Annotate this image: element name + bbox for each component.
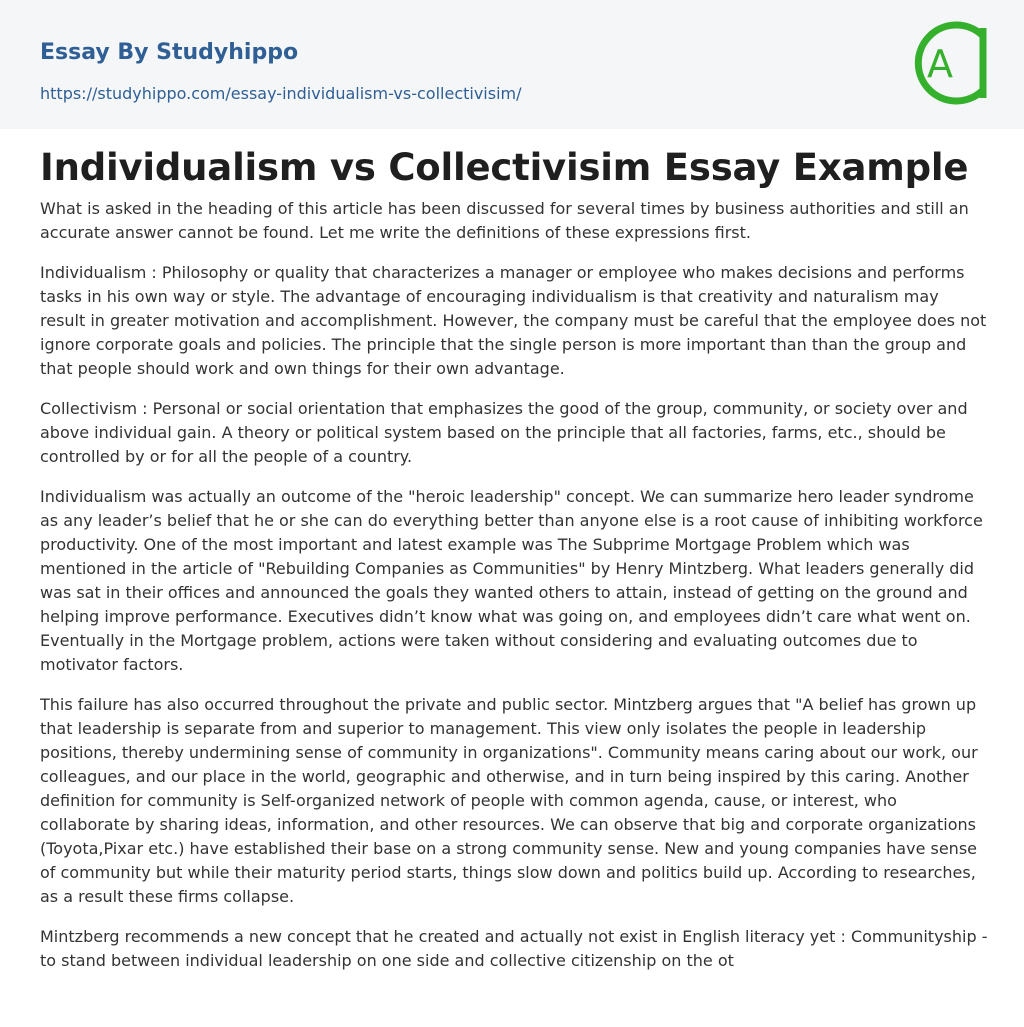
logo-letter: A	[927, 42, 953, 86]
site-header	[0, 0, 1024, 129]
article-title: Individualism vs Collectivisim Essay Example	[40, 146, 969, 189]
article-paragraph: Mintzberg recommends a new concept that he created and actually not exist in English literacy yet : Communityship - to stand between individual leadership on one side and collective citizenship on the ot	[40, 927, 988, 970]
article-paragraph: What is asked in the heading of this article has been discussed for several times by business authorities and still an accurate answer cannot be found. Let me write the definitions of these expressions first.	[40, 199, 969, 242]
article-paragraph: Individualism was actually an outcome of the "heroic leadership" concept. We can summarize hero leader syndrome as any leader’s belief that he or she can do everything better than anyone else is a root cause of inhibiting workforce productivity. One of the most important and latest example was The Subprime Mortgage Problem which was mentioned in the article of "Rebuilding Companies as Communities" by Henry Mintzberg. What leaders generally did was sat in their offices and announced the goals they wanted others to attain, instead of getting on the ground and helping improve performance. Executives didn’t know what was going on, and employees didn’t care what went on. Eventually in the Mortgage problem, actions were taken without considering and evaluating outcomes due to motivator factors.	[40, 487, 983, 674]
circle-a-logo-icon[interactable]	[910, 18, 990, 108]
article-paragraph: This failure has also occurred throughout the private and public sector. Mintzberg argues that "A belief has grown up that leadership is separate from and superior to management. This view only isolates the people in leadership positions, thereby undermining sense of community in organizations". Community means caring about our work, our colleagues, and our place in the world, geographic and otherwise, and in turn being inspired by this caring. Another definition for community is Self-organized network of people with common agenda, cause, or interest, who collaborate by sharing ideas, information, and other resources. We can observe that big and corporate organizations (Toyota,Pixar etc.) have established their base on a strong community sense. New and young companies have sense of community but while their maturity period starts, things slow down and politics build up. According to researches, as a result these firms collapse.	[40, 695, 978, 906]
site-brand[interactable]: Essay By Studyhippo	[40, 40, 299, 65]
article-url-link[interactable]: https://studyhippo.com/essay-individualism-vs-collectivisim/	[40, 84, 522, 103]
article-paragraph: Individualism : Philosophy or quality that characterizes a manager or employee who makes decisions and performs tasks in his own way or style. The advantage of encouraging individualism is that creativity and naturalism may result in greater motivation and accomplishment. However, the company must be careful that the employee does not ignore corporate goals and policies. The principle that the single person is more important than than the group and that people should work and own things for their own advantage.	[40, 263, 987, 378]
article-paragraph: Collectivism : Personal or social orientation that emphasizes the good of the group, community, or society over and above individual gain. A theory or political system based on the principle that all factories, farms, etc., should be controlled by or for all the people of a country.	[40, 399, 968, 466]
article-content	[40, 145, 988, 1015]
